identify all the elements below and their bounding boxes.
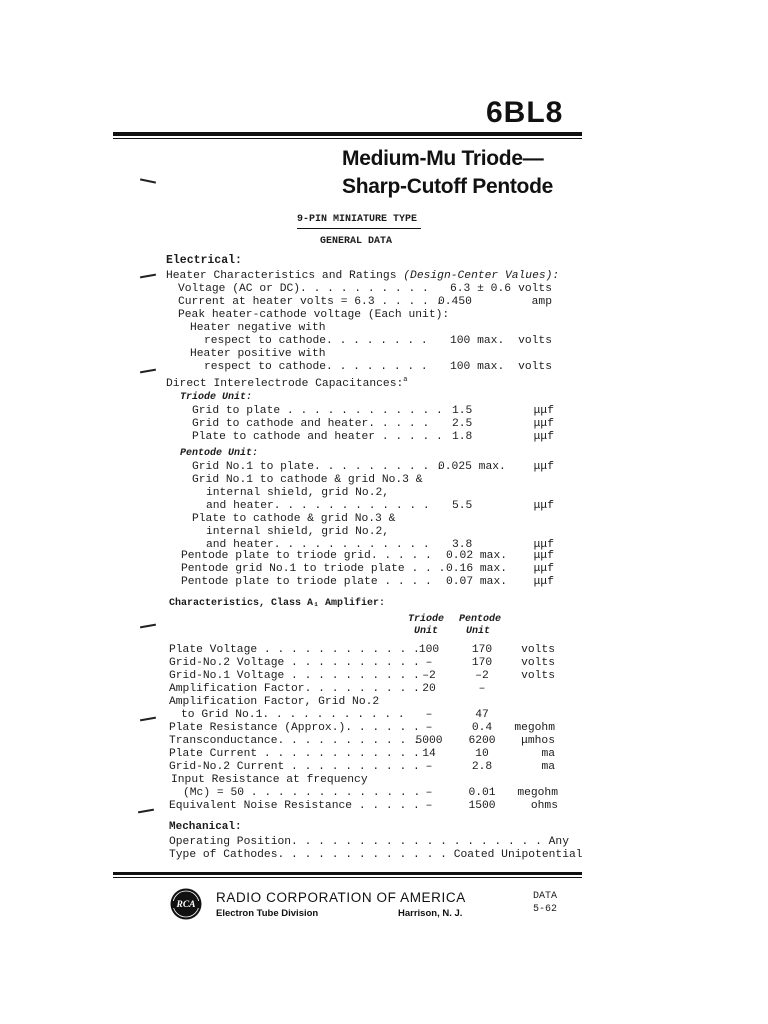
triode-capacitance-row-unit: μμf <box>533 431 554 443</box>
cross-capacitance-row <box>0 550 768 563</box>
negative-heading: Heater negative with <box>190 322 326 334</box>
characteristic-row-label: Plate Voltage . . . . . . . . . . . . <box>169 644 420 656</box>
electrical-heading: Electrical: <box>166 254 242 267</box>
negative-unit: volts <box>518 335 552 347</box>
location: Harrison, N. J. <box>398 908 463 919</box>
characteristic-row-pentode: 2.8 <box>471 761 493 773</box>
cross-capacitance-row-value: 0.02 max. <box>446 550 508 562</box>
characteristic-row-triode: 5000 <box>415 735 443 747</box>
negative-label: respect to cathode. . . . . . . . <box>204 335 428 347</box>
voltage-label: Voltage (AC or DC). . . . . . . . . . <box>178 283 429 295</box>
triode-capacitance-row <box>0 431 768 444</box>
rca-logo <box>170 888 202 920</box>
capacitances-heading-text: Direct Interelectrode Capacitances: <box>166 377 404 390</box>
footer-rule-thin <box>113 877 582 878</box>
pentode-plate-cathode-label: and heater. . . . . . . . . . . . <box>206 539 430 551</box>
cross-capacitance-row-unit: μμf <box>533 563 554 575</box>
characteristic-row <box>0 748 768 761</box>
amp-grid-row <box>0 709 768 722</box>
noise-unit: ohms <box>530 800 558 812</box>
triode-capacitance-row-value: 1.8 <box>452 431 473 443</box>
noise-row <box>0 800 768 813</box>
triode-capacitance-row-label: Grid to cathode and heater. . . . . <box>192 418 430 430</box>
characteristic-row-unit: ma <box>541 761 555 773</box>
characteristic-row-unit: volts <box>521 644 555 656</box>
voltage-row <box>0 283 768 296</box>
pentode-grid1-cathode-value: 5.5 <box>452 500 473 512</box>
cathode-type: Type of Cathodes. . . . . . . . . . . . . Coated Unipotential <box>169 849 583 861</box>
col-pentode-line2: Unit <box>466 626 491 637</box>
characteristic-row-label: Plate Current . . . . . . . . . . . . <box>169 748 420 760</box>
cross-capacitance-row-value: 0.07 max. <box>446 576 508 588</box>
characteristic-row-label: Grid-No.1 Voltage . . . . . . . . . . <box>169 670 420 682</box>
input-unit: megohm <box>517 787 558 799</box>
characteristic-row-unit: volts <box>521 670 555 682</box>
cross-capacitance-row <box>0 563 768 576</box>
header-rule-thin <box>113 138 582 139</box>
characteristic-row <box>0 683 768 696</box>
company-name: RADIO CORPORATION OF AMERICA <box>216 890 466 905</box>
characteristic-row <box>0 670 768 683</box>
noise-triode: – <box>425 800 433 812</box>
characteristic-row-pentode: –2 <box>475 670 489 682</box>
negative-row <box>0 335 768 348</box>
pentode-grid1-cathode-label: and heater. . . . . . . . . . . . <box>206 500 430 512</box>
pentode-plate-cathode-value: 3.8 <box>452 539 473 551</box>
triode-capacitance-row-label: Grid to plate . . . . . . . . . . . . <box>192 405 443 417</box>
cross-capacitance-row-label: Pentode plate to triode grid. . . . . <box>181 550 432 562</box>
input-heading: Input Resistance at frequency <box>171 774 368 786</box>
input-pentode: 0.01 <box>468 787 496 799</box>
division-name: Electron Tube Division <box>216 908 319 919</box>
pentode-plate-cathode-line2: internal shield, grid No.2, <box>206 526 390 538</box>
characteristic-row-label: Amplification Factor. . . . . . . . . <box>169 683 420 695</box>
characteristic-row-unit: megohm <box>514 722 555 734</box>
cross-capacitance-row-label: Pentode grid No.1 to triode plate . . . <box>181 563 446 575</box>
current-row <box>0 296 768 309</box>
cross-capacitance-row <box>0 576 768 589</box>
characteristic-row-pentode: 10 <box>475 748 489 760</box>
amp-grid-triode: – <box>425 709 433 721</box>
triode-capacitance-row-value: 1.5 <box>452 405 473 417</box>
characteristic-row-pentode: 170 <box>471 644 493 656</box>
triode-capacitance-row <box>0 418 768 431</box>
footer-rule-thick <box>113 872 582 875</box>
pentode-grid1-cathode-row <box>0 500 768 513</box>
characteristic-row-pentode: 6200 <box>468 735 496 747</box>
characteristic-row-pentode: 0.4 <box>471 722 493 734</box>
characteristic-row <box>0 722 768 735</box>
characteristic-row-label: Grid-No.2 Voltage . . . . . . . . . . <box>169 657 420 669</box>
characteristic-row-triode: – <box>425 761 433 773</box>
header-rule-thick <box>113 132 582 136</box>
footnote-mark: a <box>403 376 408 384</box>
characteristic-row-triode: 20 <box>422 683 436 695</box>
positive-value: 100 max. <box>450 361 505 373</box>
triode-capacitance-row-unit: μμf <box>533 405 554 417</box>
pentode-plate-cathode-unit: μμf <box>533 539 554 551</box>
col-triode-line1: Triode <box>408 614 445 625</box>
data-label: DATA <box>533 891 558 902</box>
characteristic-row-label: Transconductance. . . . . . . . . . . <box>169 735 420 747</box>
characteristic-row <box>0 761 768 774</box>
tube-number: 6BL8 <box>486 96 564 129</box>
characteristic-row-unit: volts <box>521 657 555 669</box>
triode-capacitance-row <box>0 405 768 418</box>
triode-unit-heading: Triode Unit: <box>180 392 253 403</box>
triode-capacitance-row-value: 2.5 <box>452 418 473 430</box>
pentode-grid1-plate-value: 0.025 max. <box>438 461 506 473</box>
characteristic-row-pentode: 170 <box>471 657 493 669</box>
characteristic-row-pentode: – <box>478 683 486 695</box>
characteristic-row-triode: – <box>425 722 433 734</box>
heater-heading-text: Heater Characteristics and Ratings <box>166 270 397 282</box>
pentode-grid1-plate-unit: μμf <box>533 461 554 473</box>
mechanical-heading: Mechanical: <box>169 821 242 833</box>
pentode-grid1-plate-row <box>0 461 768 474</box>
pentode-grid1-cathode-unit: μμf <box>533 500 554 512</box>
amp-grid-pentode: 47 <box>475 709 489 721</box>
negative-value: 100 max. <box>450 335 505 347</box>
section-general-data: GENERAL DATA <box>320 236 393 247</box>
operating-position: Operating Position. . . . . . . . . . . . . . . . . . . Any <box>169 836 569 848</box>
voltage-unit: volts <box>518 283 552 295</box>
data-code: 5-62 <box>533 904 558 915</box>
characteristic-row-triode: 100 <box>418 644 440 656</box>
pentode-grid1-plate-label: Grid No.1 to plate. . . . . . . . . . <box>192 461 443 473</box>
amp-grid-label: to Grid No.1. . . . . . . . . . . <box>181 709 405 721</box>
col-pentode-line1: Pentode <box>459 614 502 625</box>
title-line-2: Sharp-Cutoff Pentode <box>342 175 553 198</box>
characteristic-row-triode: – <box>425 657 433 669</box>
current-label: Current at heater volts = 6.3 . . . . . <box>178 296 443 308</box>
rca-logo-text: RCA <box>176 900 196 911</box>
noise-pentode: 1500 <box>468 800 496 812</box>
cross-capacitance-row-label: Pentode plate to triode plate . . . . <box>181 576 432 588</box>
input-triode: – <box>425 787 433 799</box>
pentode-plate-cathode-line1: Plate to cathode & grid No.3 & <box>192 513 396 525</box>
noise-label: Equivalent Noise Resistance . . . . . <box>169 800 420 812</box>
cross-capacitance-row-unit: μμf <box>533 550 554 562</box>
input-label: (Mc) = 50 . . . . . . . . . . . . . <box>183 787 421 799</box>
subtitle-underline <box>297 228 421 229</box>
characteristic-row-triode: –2 <box>422 670 436 682</box>
col-triode-line2: Unit <box>414 626 439 637</box>
characteristic-row-label: Plate Resistance (Approx.). . . . . . <box>169 722 420 734</box>
title-line-1: Medium-Mu Triode— <box>342 147 544 170</box>
cross-capacitance-row-value: 0.16 max. <box>446 563 508 575</box>
pentode-unit-heading: Pentode Unit: <box>180 448 259 459</box>
positive-heading: Heater positive with <box>190 348 326 360</box>
triode-capacitance-row-label: Plate to cathode and heater . . . . . <box>192 431 443 443</box>
margin-tick <box>140 624 156 629</box>
input-row <box>0 787 768 800</box>
peak-heading: Peak heater-cathode voltage (Each unit): <box>178 309 450 321</box>
characteristic-row-label: Grid-No.2 Current . . . . . . . . . . <box>169 761 420 773</box>
characteristic-row-unit: μmhos <box>521 735 555 747</box>
subtitle: 9-PIN MINIATURE TYPE <box>297 214 418 225</box>
characteristic-row <box>0 644 768 657</box>
positive-row <box>0 361 768 374</box>
current-unit: amp <box>531 296 552 308</box>
positive-unit: volts <box>518 361 552 373</box>
characteristic-row-triode: 14 <box>422 748 436 760</box>
capacitances-heading <box>166 374 407 391</box>
margin-tick <box>140 178 156 183</box>
margin-tick <box>140 274 156 279</box>
characteristics-heading: Characteristics, Class A₁ Amplifier: <box>169 598 386 609</box>
cross-capacitance-row-unit: μμf <box>533 576 554 588</box>
heater-heading-note: (Design-Center Values): <box>403 270 560 282</box>
positive-label: respect to cathode. . . . . . . . <box>204 361 428 373</box>
voltage-value: 6.3 ± 0.6 <box>450 283 512 295</box>
characteristic-row-unit: ma <box>541 748 555 760</box>
amp-grid-heading: Amplification Factor, Grid No.2 <box>169 696 380 708</box>
pentode-grid1-cathode-line1: Grid No.1 to cathode & grid No.3 & <box>192 474 423 486</box>
characteristic-row <box>0 735 768 748</box>
characteristic-row <box>0 657 768 670</box>
heater-heading <box>166 270 559 283</box>
current-value: 0.450 <box>438 296 472 308</box>
triode-capacitance-row-unit: μμf <box>533 418 554 430</box>
pentode-grid1-cathode-line2: internal shield, grid No.2, <box>206 487 390 499</box>
